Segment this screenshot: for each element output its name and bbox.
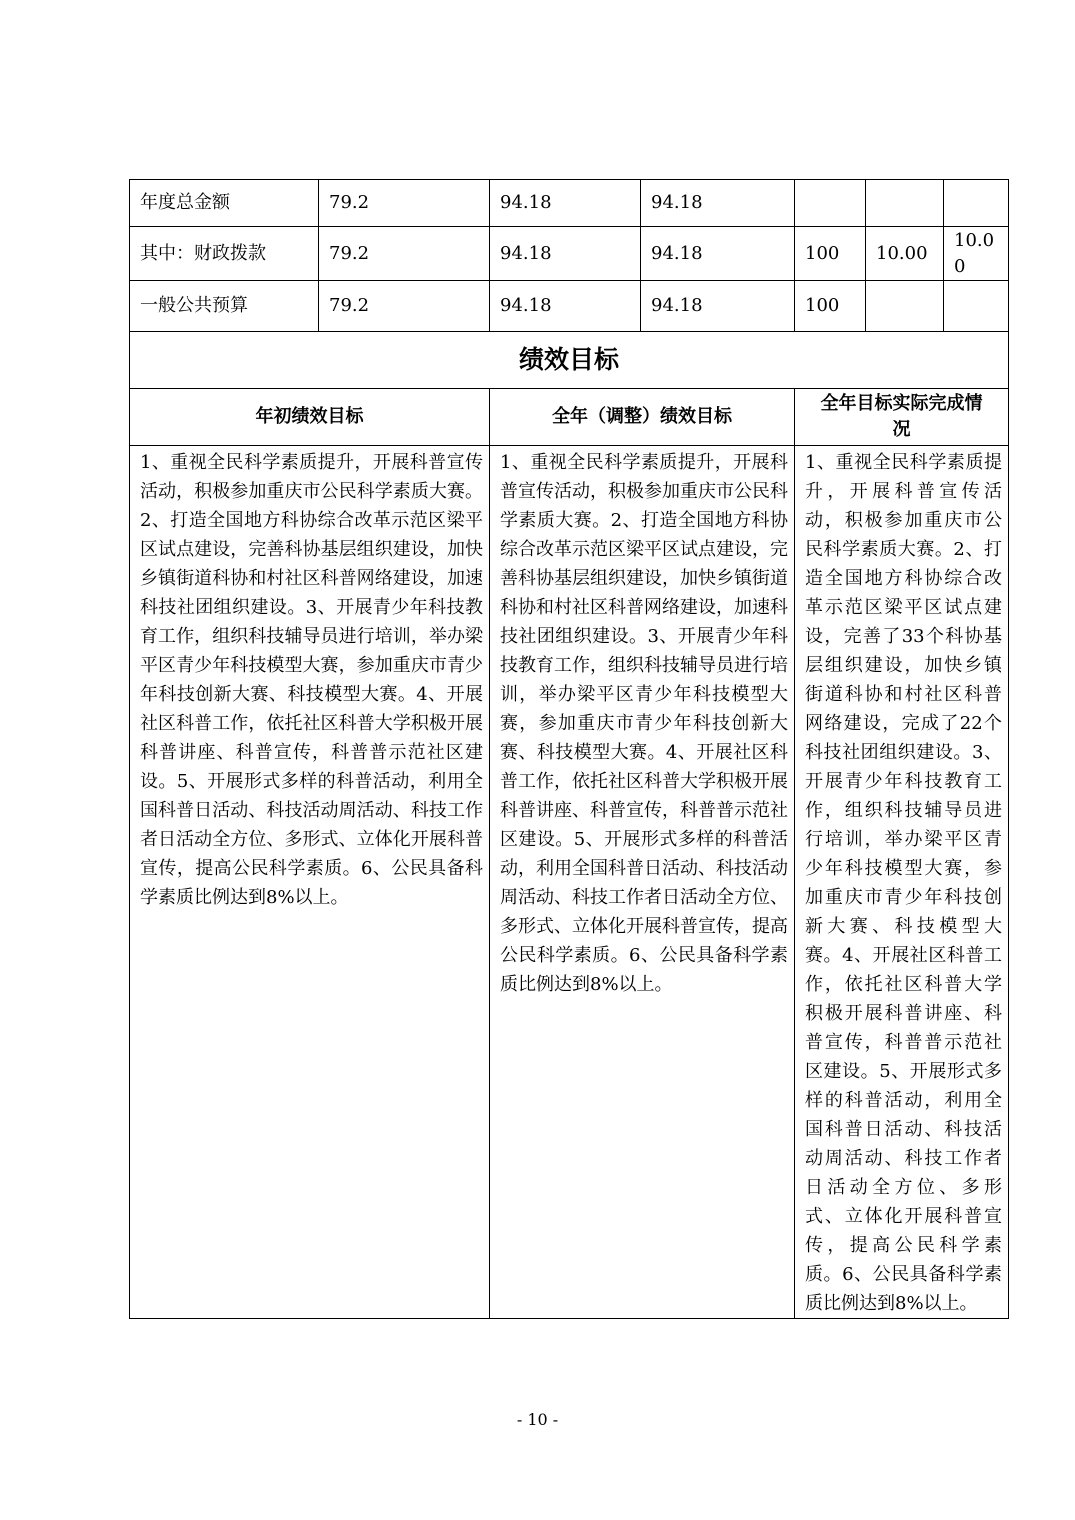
cell-value: [944, 180, 1009, 227]
cell-value: 94.18: [641, 281, 795, 332]
page-number: - 10 -: [516, 1410, 559, 1429]
row-label: 其中：财政拨款: [130, 227, 319, 281]
row-label: 年度总金额: [130, 180, 319, 227]
cell-value: 79.2: [319, 281, 490, 332]
cell-value: 94.18: [641, 180, 795, 227]
budget-row-general: [130, 281, 1009, 332]
cell-value: 10.00: [866, 227, 944, 281]
goal-header-row: [130, 389, 1009, 446]
cell-value: [944, 281, 1009, 332]
cell-line: 0: [954, 256, 966, 277]
header-initial-goal: 年初绩效目标: [130, 389, 490, 446]
cell-value: 94.18: [490, 281, 641, 332]
cell-value: 94.18: [490, 227, 641, 281]
budget-row-fiscal: [130, 227, 1009, 281]
header-adjusted-goal: 全年（调整）绩效目标: [490, 389, 795, 446]
actual-completion-text: 1、重视全民科学素质提升，开展科普宣传活动，积极参加重庆市公民科学素质大赛。2、打造全国地方科协综合改革示范区梁平区试点建设，完善了33个科协基层组织建设，加快乡镇街道科协和村社区科普网络建设，完成了22个科技社团组织建设。3、开展青少年科技教育工作，组织科技辅导员进行培训，举办梁平区青少年科技模型大赛，参加重庆市青少年科技创新大赛、科技模型大赛。4、开展社区科普工作，依托社区科普大学积极开展科普讲座、科普宣传，科普普示范社区建设。5、开展形式多样的科普活动，利用全国科普日活动、科技活动周活动、科技工作者日活动全方位、多形式、立体化开展科普宣传，提高公民科学素质。6、公民具备科学素质比例达到8%以上。: [795, 446, 1009, 1319]
performance-table: [129, 179, 1008, 1319]
goal-content-row: [130, 446, 1009, 1319]
cell-value: [866, 281, 944, 332]
cell-value-wrapped: [944, 227, 1009, 281]
section-title: 绩效目标: [130, 332, 1009, 389]
cell-value: [795, 180, 866, 227]
budget-row-total: [130, 180, 1009, 227]
row-label: 一般公共预算: [130, 281, 319, 332]
cell-value: 100: [795, 227, 866, 281]
header-line: 全年目标实际完成情: [820, 393, 983, 414]
cell-value: 94.18: [490, 180, 641, 227]
adjusted-goal-text: 1、重视全民科学素质提升，开展科普宣传活动，积极参加重庆市公民科学素质大赛。2、打造全国地方科协综合改革示范区梁平区试点建设，完善科协基层组织建设，加快乡镇街道科协和村社区科普网络建设，加速科技社团组织建设。3、开展青少年科技教育工作，组织科技辅导员进行培训，举办梁平区青少年科技模型大赛，参加重庆市青少年科技创新大赛、科技模型大赛。4、开展社区科普工作，依托社区科普大学积极开展科普讲座、科普宣传，科普普示范社区建设。5、开展形式多样的科普活动，利用全国科普日活动、科技活动周活动、科技工作者日活动全方位、多形式、立体化开展科普宣传，提高公民科学素质。6、公民具备科学素质比例达到8%以上。: [490, 446, 795, 1319]
header-line: 况: [892, 419, 911, 440]
cell-value: 79.2: [319, 180, 490, 227]
cell-line: 10.0: [954, 230, 995, 251]
header-actual-completion: [795, 389, 1009, 446]
cell-value: 94.18: [641, 227, 795, 281]
cell-value: [866, 180, 944, 227]
cell-value: 100: [795, 281, 866, 332]
section-title-row: [130, 332, 1009, 389]
cell-value: 79.2: [319, 227, 490, 281]
initial-goal-text: 1、重视全民科学素质提升，开展科普宣传活动，积极参加重庆市公民科学素质大赛。2、打造全国地方科协综合改革示范区梁平区试点建设，完善科协基层组织建设，加快乡镇街道科协和村社区科普网络建设，加速科技社团组织建设。3、开展青少年科技教育工作，组织科技辅导员进行培训，举办梁平区青少年科技模型大赛，参加重庆市青少年科技创新大赛、科技模型大赛。4、开展社区科普工作，依托社区科普大学积极开展科普讲座、科普宣传，科普普示范社区建设。5、开展形式多样的科普活动，利用全国科普日活动、科技活动周活动、科技工作者日活动全方位、多形式、立体化开展科普宣传，提高公民科学素质。6、公民具备科学素质比例达到8%以上。: [130, 446, 490, 1319]
